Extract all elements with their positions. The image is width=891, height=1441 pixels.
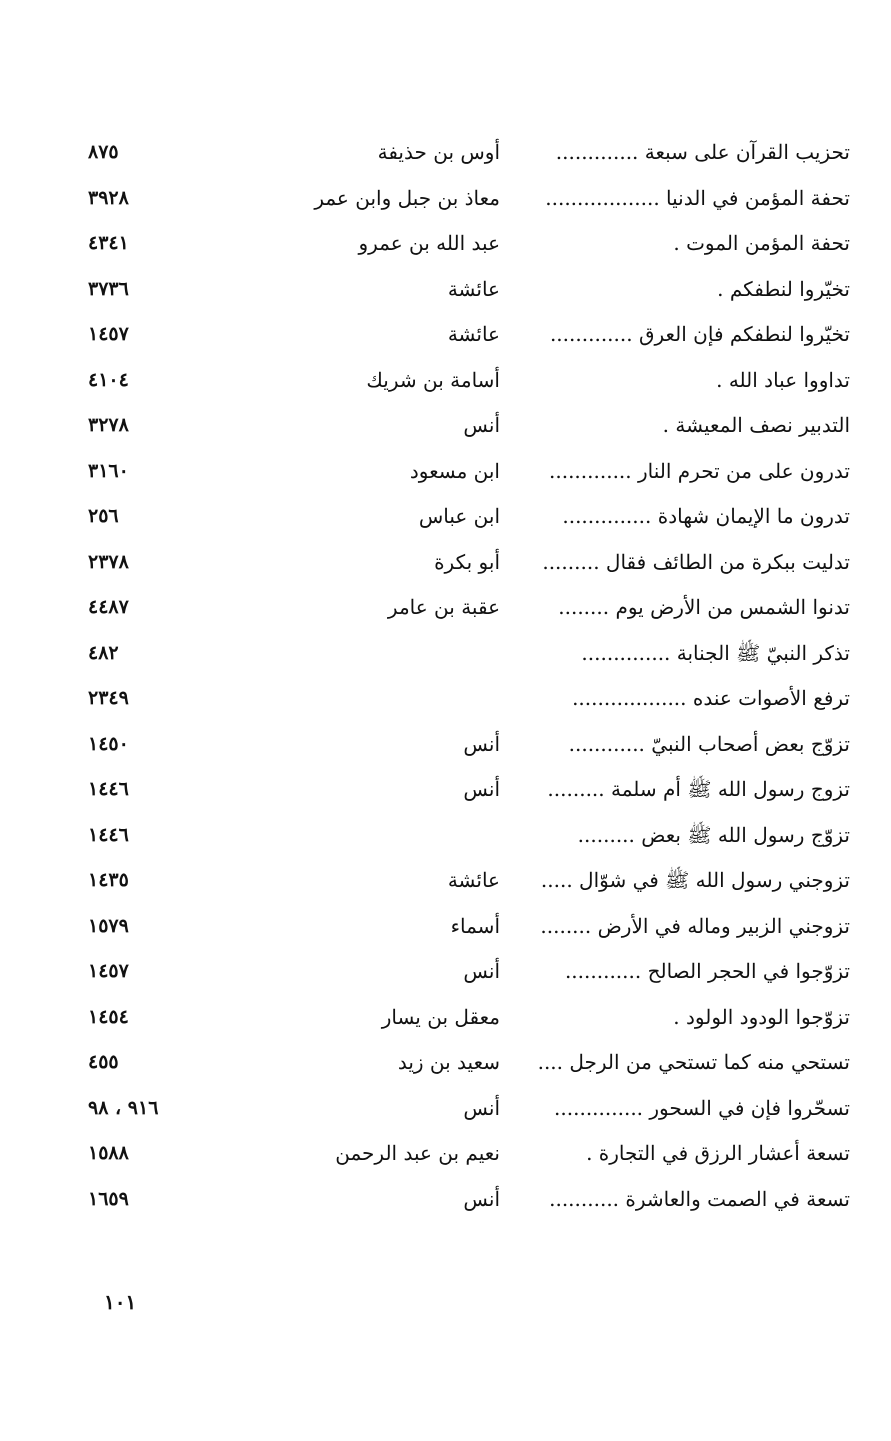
- narrator-name: أسماء: [450, 913, 500, 938]
- hadith-number: ٩١٦ ، ٩٨: [88, 1096, 159, 1119]
- hadith-phrase: تزوّج بعض أصحاب النبيّ ............: [568, 731, 850, 756]
- narrator-name: أنس: [463, 959, 500, 983]
- hadith-number: ١٤٤٦: [88, 778, 129, 800]
- narrator-name: أوس بن حذيفة: [377, 140, 500, 164]
- index-row: [80, 264, 852, 310]
- index-row: [80, 537, 852, 583]
- index-list: [80, 127, 852, 1219]
- narrator-name: أبو بكرة: [434, 549, 500, 574]
- index-row: [80, 173, 852, 219]
- narrator-name: معقل بن يسار: [381, 1004, 500, 1029]
- index-row: [80, 901, 852, 947]
- index-row: [80, 946, 852, 992]
- hadith-phrase: تذكر النبيّ ﷺ الجنابة ..............: [581, 640, 850, 665]
- hadith-number: ٤١٠٤: [88, 368, 129, 391]
- index-row: [80, 673, 852, 719]
- index-row: [80, 218, 852, 264]
- hadith-phrase: تزوجني الزبير وماله في الأرض ........: [540, 913, 850, 938]
- narrator-name: أسامة بن شريك: [366, 367, 500, 392]
- hadith-number: ٤٤٨٧: [88, 596, 129, 618]
- hadith-phrase: تزوّج رسول الله ﷺ بعض .........: [577, 822, 850, 847]
- index-row: [80, 1037, 852, 1083]
- hadith-number: ١٥٨٨: [88, 1142, 129, 1164]
- hadith-phrase: تداووا عباد الله .: [716, 367, 850, 392]
- hadith-number: ٣٧٣٦: [88, 277, 129, 300]
- hadith-number: ٢٣٤٩: [88, 687, 129, 709]
- hadith-number: ٣٩٢٨: [88, 186, 129, 209]
- hadith-number: ٤٨٢: [88, 641, 119, 664]
- index-row: [80, 355, 852, 401]
- hadith-number: ٨٧٥: [88, 141, 119, 163]
- hadith-number: ٢٥٦: [88, 505, 119, 527]
- narrator-name: [270, 810, 500, 856]
- hadith-phrase: تحفة المؤمن في الدنيا ..................: [545, 185, 850, 210]
- index-row: [80, 810, 852, 856]
- index-row: [80, 992, 852, 1038]
- index-row: [80, 491, 852, 537]
- hadith-phrase: تزوجني رسول الله ﷺ في شوّال .....: [540, 868, 850, 892]
- hadith-number: ١٤٥٠: [88, 732, 129, 755]
- hadith-number: ١٥٧٩: [88, 914, 129, 937]
- narrator-name: نعيم بن عبد الرحمن: [335, 1141, 500, 1165]
- narrator-name: أنس: [463, 777, 500, 801]
- narrator-name: أنس: [463, 1186, 500, 1211]
- narrator-name: عقبة بن عامر: [387, 595, 500, 619]
- narrator-name: عائشة: [447, 276, 500, 301]
- hadith-phrase: تحزيب القرآن على سبعة .............: [555, 140, 850, 164]
- index-row: [80, 628, 852, 674]
- page-number: ١٠١: [104, 1290, 137, 1314]
- hadith-phrase: تزوّجوا في الحجر الصالح ............: [564, 959, 850, 983]
- hadith-number: ١٦٥٩: [88, 1187, 129, 1210]
- narrator-name: أنس: [463, 413, 500, 437]
- index-row: [80, 127, 852, 173]
- hadith-number: ١٤٥٧: [88, 960, 129, 982]
- hadith-number: ١٤٥٧: [88, 323, 129, 345]
- narrator-name: [270, 673, 500, 719]
- index-row: [80, 582, 852, 628]
- index-row: [80, 1083, 852, 1129]
- hadith-number: ٣١٦٠: [88, 459, 129, 482]
- hadith-phrase: تزوّجوا الودود الولود .: [673, 1004, 850, 1029]
- hadith-phrase: تخيّروا لنطفكم فإن العرق .............: [549, 322, 850, 346]
- hadith-phrase: تسعة في الصمت والعاشرة ...........: [549, 1186, 850, 1211]
- hadith-phrase: تدرون ما الإيمان شهادة ..............: [562, 504, 850, 528]
- index-row: [80, 764, 852, 810]
- hadith-phrase: تدنوا الشمس من الأرض يوم ........: [558, 595, 850, 619]
- hadith-phrase: تزوج رسول الله ﷺ أم سلمة .........: [547, 777, 850, 801]
- index-row: [80, 446, 852, 492]
- narrator-name: ابن عباس: [418, 504, 500, 528]
- hadith-phrase: تخيّروا لنطفكم .: [717, 276, 850, 301]
- hadith-number: ٤٥٥: [88, 1051, 119, 1073]
- narrator-name: ابن مسعود: [409, 458, 500, 483]
- hadith-phrase: تستحي منه كما تستحي من الرجل ....: [537, 1050, 850, 1074]
- hadith-phrase: تدرون على من تحرم النار .............: [549, 458, 850, 483]
- narrator-name: عائشة: [447, 322, 500, 346]
- index-row: [80, 309, 852, 355]
- index-row: [80, 1128, 852, 1174]
- narrator-name: أنس: [463, 1095, 500, 1120]
- narrator-name: عائشة: [447, 868, 500, 892]
- hadith-phrase: التدبير نصف المعيشة .: [662, 413, 850, 437]
- hadith-phrase: تحفة المؤمن الموت .: [673, 231, 850, 255]
- hadith-phrase: تدليت ببكرة من الطائف فقال .........: [542, 549, 850, 574]
- hadith-number: ٣٢٧٨: [88, 414, 129, 436]
- hadith-number: ١٤٤٦: [88, 823, 129, 846]
- hadith-number: ٢٣٧٨: [88, 550, 129, 573]
- hadith-phrase: تسحّروا فإن في السحور ..............: [554, 1095, 850, 1120]
- narrator-name: [270, 628, 500, 674]
- index-row: [80, 719, 852, 765]
- index-row: [80, 1174, 852, 1220]
- hadith-number: ٤٣٤١: [88, 232, 129, 254]
- hadith-phrase: ترفع الأصوات عنده ..................: [572, 686, 850, 710]
- hadith-phrase: تسعة أعشار الرزق في التجارة .: [586, 1141, 850, 1165]
- hadith-number: ١٤٥٤: [88, 1005, 129, 1028]
- narrator-name: عبد الله بن عمرو: [358, 231, 500, 255]
- index-row: [80, 855, 852, 901]
- narrator-name: معاذ بن جبل وابن عمر: [314, 185, 500, 210]
- narrator-name: أنس: [463, 731, 500, 756]
- index-row: [80, 400, 852, 446]
- hadith-number: ١٤٣٥: [88, 869, 129, 891]
- narrator-name: سعيد بن زيد: [397, 1050, 500, 1074]
